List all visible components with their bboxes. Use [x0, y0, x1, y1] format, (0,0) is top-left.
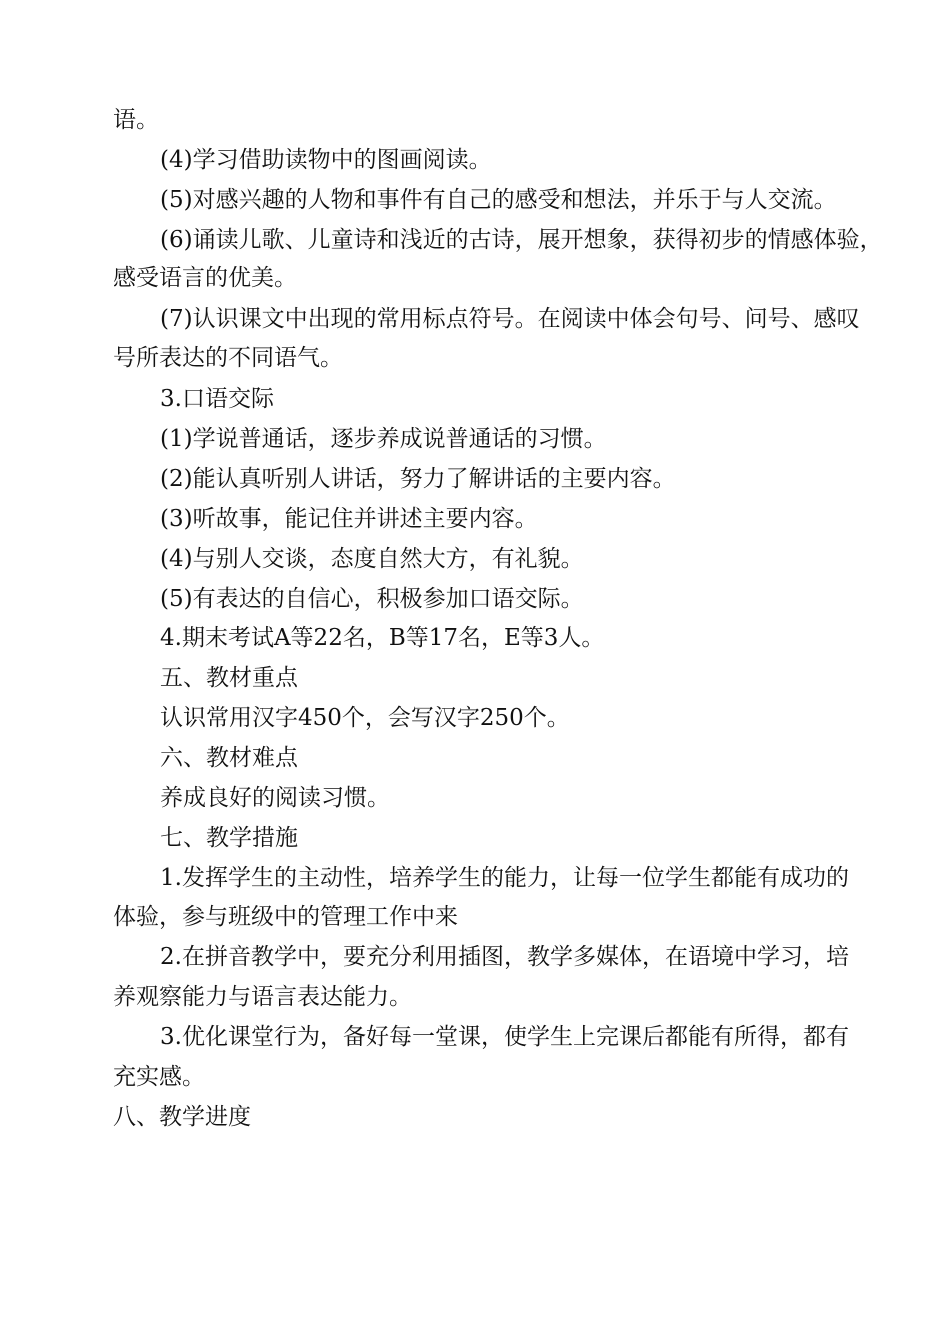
text-line: (4)与别人交谈，态度自然大方，有礼貌。: [160, 546, 584, 572]
text-line: 2.在拼音教学中，要充分利用插图，教学多媒体，在语境中学习，培: [160, 944, 849, 970]
text-line: 感受语言的优美。: [113, 265, 297, 291]
section-heading: 五、教材重点: [160, 665, 298, 691]
text-line: 认识常用汉字450个，会写汉字250个。: [160, 705, 570, 731]
section-heading: 八、教学进度: [113, 1104, 251, 1130]
text-line: 3.优化课堂行为，备好每一堂课，使学生上完课后都能有所得，都有: [160, 1024, 849, 1050]
section-heading: 3.口语交际: [160, 386, 274, 412]
text-line: 1.发挥学生的主动性，培养学生的能力，让每一位学生都能有成功的: [160, 865, 849, 891]
text-line: 养成良好的阅读习惯。: [160, 785, 390, 811]
text-line: (7)认识课文中出现的常用标点符号。在阅读中体会句号、问号、感叹: [160, 306, 860, 332]
text-line: (3)听故事，能记住并讲述主要内容。: [160, 506, 538, 532]
text-line: 语。: [113, 107, 159, 133]
text-line: (4)学习借助读物中的图画阅读。: [160, 147, 492, 173]
text-line: (5)有表达的自信心，积极参加口语交际。: [160, 586, 584, 612]
text-line: 充实感。: [113, 1064, 205, 1090]
text-line: 号所表达的不同语气。: [113, 345, 343, 371]
text-line: 体验，参与班级中的管理工作中来: [113, 904, 458, 930]
text-line: (2)能认真听别人讲话，努力了解讲话的主要内容。: [160, 466, 676, 492]
text-line: (1)学说普通话，逐步养成说普通话的习惯。: [160, 426, 607, 452]
text-line: (6)诵读儿歌、儿童诗和浅近的古诗，展开想象，获得初步的情感体验，: [160, 227, 883, 253]
text-line: (5)对感兴趣的人物和事件有自己的感受和想法，并乐于与人交流。: [160, 187, 837, 213]
text-line: 4.期末考试A等22名，B等17名，E等3人。: [160, 625, 605, 651]
text-line: 养观察能力与语言表达能力。: [113, 984, 412, 1010]
section-heading: 七、教学措施: [160, 825, 298, 851]
section-heading: 六、教材难点: [160, 745, 298, 771]
